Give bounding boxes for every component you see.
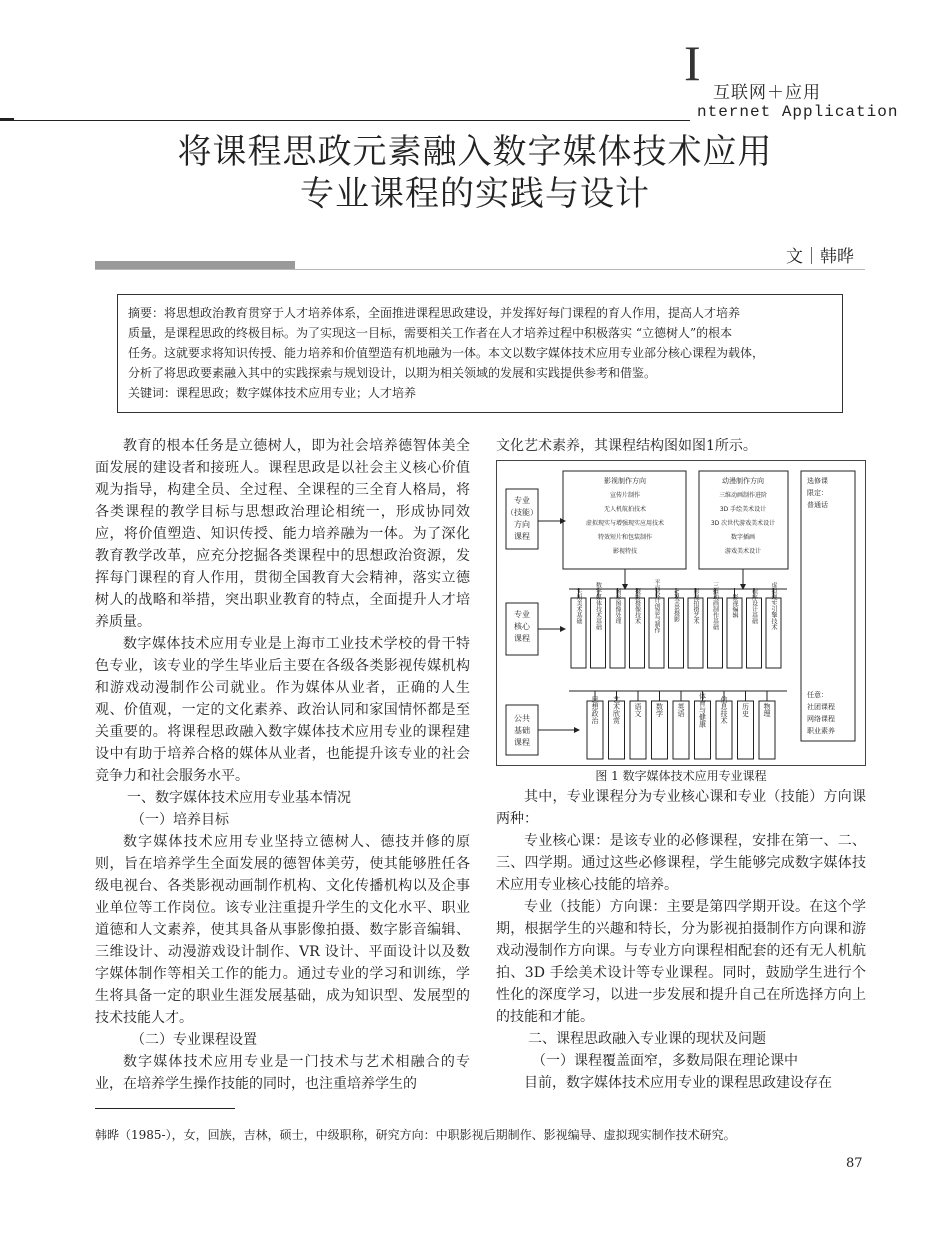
course-label: 体育与健康 [698, 692, 707, 728]
paragraph: （二）专业课程设置 [131, 1032, 257, 1048]
abstract-line: 质量，是课程思政的终极目标。为了实现这一目标，需要相关工作者在人才培养过程中积极落实 “立德树人”的根本 [128, 326, 733, 340]
author-footnote: 韩晔（1985-），女，回族，吉林，硕士，中级职称，研究方向：中职影视后期制作、影视编导、虚拟现实制作技术研究。 [95, 1128, 736, 1142]
direction-anim-line: 3D 次世代游戏美术设计 [710, 520, 776, 527]
course-label: 信息技术 [720, 696, 728, 724]
elective-box [801, 471, 855, 741]
figure-caption: 图 1 数字媒体技术应用专业课程 [595, 769, 767, 783]
abstract-box [117, 294, 843, 413]
course-label: 思想政治 [591, 696, 599, 724]
elective-line: 限定： [807, 489, 828, 497]
paragraph: 文化艺术素养，其课程结构图如图1所示。 [496, 438, 757, 454]
course-label: 图形图像处理 [614, 588, 621, 624]
direction-video-line: 无人机航拍技术 [603, 506, 647, 513]
header-rule [0, 120, 690, 121]
abstract-line: 分析了将思政要素融入其中的实践探索与规划设计，以期为相关领域的发展和实践提供参考和借鉴。 [128, 366, 657, 380]
header-rule-tick [0, 118, 14, 120]
right-column [496, 786, 866, 1094]
course-label: 平面设计创意与制作 [653, 579, 660, 633]
course-label: 实用美术基础 [575, 588, 582, 624]
course-label: 历史 [741, 703, 750, 717]
title-divider-line [95, 269, 865, 270]
row-label-text: 核心 [514, 622, 530, 631]
article-title-line1: 将课程思政元素融入数字媒体技术应用 [177, 132, 773, 172]
elective-line: 普通话 [807, 501, 828, 509]
course-label: VR全景摄影 [672, 589, 680, 623]
direction-anim-line: 动漫制作方向 [722, 477, 764, 485]
course-label: 物理 [763, 703, 771, 717]
course-label: 摄影摄像技术 [633, 588, 641, 624]
paragraph: 其中，专业课程分为专业核心课和专业（技能）方向课两种： [496, 789, 866, 827]
course-structure-diagram [497, 461, 865, 765]
elective-line: 选修课 [807, 477, 828, 485]
row-label-text: 基础 [514, 726, 530, 735]
course-label: 语文 [634, 703, 642, 717]
section-title-en: nternet Application [697, 103, 899, 121]
keywords: 关键词：课程思政；数字媒体技术应用专业；人才培养 [128, 386, 417, 400]
paragraph: 专业（技能）方向课：主要是第四学期开设。在这个学期，根据学生的兴趣和特长，分为影视拍摄制作方向课和游戏动漫制作方向课。与专业方向课程相配套的还有无人机航拍、3D 手绘美术设计等专业课程。同时，鼓励学生进行个性化的深度学习，以进一步发展和提升自己在所选择方向上的技能和才能。 [496, 899, 866, 1025]
direction-video-line: 虚拟现实与增强现实应用技术 [585, 520, 665, 527]
paragraph: 二、课程思政融入专业课的现状及问题 [528, 1031, 766, 1047]
paragraph: 数字媒体技术应用专业坚持立德树人、德技并修的原则，旨在培养学生全面发展的德智体美劳，使其能够胜任各级电视台、各类影视动画制作机构、文化传播机构以及企事业单位等工作岗位。该专业注重提升学生的文化水平、职业道德和人文素养，使其具备从事影像拍摄、数字影音编辑、三维设计、动漫游戏设计制作、VR 设计、平面设计以及数字媒体制作等相关工作的能力。通过专业的学习和训练，学生将具备一定的职业生涯发展基础，成为知识型、发展型的技术技能人才。 [95, 834, 470, 1026]
course-label: 三维动画制作基础 [711, 582, 719, 630]
direction-video-line: 影视特技 [612, 548, 638, 555]
direction-anim-line: 三维动画制作进阶 [718, 492, 768, 499]
paragraph: 一、数字媒体技术应用专业基本情况 [127, 790, 351, 806]
section-initial: I [684, 35, 701, 91]
row-label-text: 课程 [514, 738, 530, 747]
paragraph: 目前，数字媒体技术应用专业的课程思政建设存在 [524, 1075, 832, 1091]
course-label: 艺术欣赏 [612, 696, 621, 724]
course-label: 虚拟现实引擎技术 [770, 582, 777, 630]
elective-any-line: 网络课程 [807, 715, 835, 723]
paragraph: 专业核心课：是该专业的必修课程，安排在第一、二、三、四学期。通过这些必修课程，学生能够完成数字媒体技术应用专业核心技能的培养。 [496, 833, 866, 893]
direction-video-line: 宣传片制作 [609, 492, 641, 499]
page-number: 87 [846, 1156, 863, 1171]
section-title-cn: 互联网＋应用 [713, 83, 821, 103]
author-byline: 文｜韩晔 [786, 247, 854, 267]
direction-video-line: 影视制作方向 [604, 477, 646, 485]
row-label-text: 课程 [514, 532, 530, 541]
paragraph: 数字媒体技术应用专业是上海市工业技术学校的骨干特色专业，该专业的学生毕业后主要在各级各类影视传媒机构和游戏动漫制作公司就业。作为媒体从业者，正确的人生观、价值观，一定的文化素养、政治认同和家国情怀都是至关重要的。将课程思政融入数字媒体技术应用专业的课程建设中有助于培养合格的媒体从业者，也能提升该专业的社会竞争力和社会服务水平。 [95, 636, 470, 784]
course-label: 数学 [655, 703, 664, 717]
direction-anim-line: 3D 手绘美术设计 [719, 506, 767, 513]
elective-any-line: 社团课程 [807, 703, 835, 711]
direction-anim-line: 游戏美术设计 [724, 548, 762, 555]
left-column [95, 435, 470, 1095]
article-title-line2: 专业课程的实践与设计 [300, 174, 650, 214]
row-label-text: 方向 [514, 520, 530, 529]
direction-anim-line: 数字插画 [730, 534, 756, 541]
course-structure-figure [496, 460, 866, 766]
row-label-text: 课程 [514, 634, 530, 643]
row-label-text: 专业 [514, 610, 530, 619]
paragraph: （一）课程覆盖面窄，多数局限在理论课中 [532, 1053, 798, 1069]
right-column-intro [496, 435, 866, 457]
footnote-rule [95, 1108, 235, 1109]
course-label: 影视拍摄艺术 [692, 588, 699, 624]
paragraph: 教育的根本任务是立德树人，即为社会培养德智体美全面发展的建设者和接班人。课程思政是以社会主义核心价值观为指导，构建全员、全过程、全课程的三全育人格局，将各类课程的教学目标与思想政治理论相统一，形成协同效应，将价值塑造、知识传授、能力培养融为一体。为了深化教育教学改革，应充分挖掘各类课程中的思想政治资源，发挥每门课程的育人作用，贯彻全国教育大会精神，落实立德树人的战略和举措，突出职业教育的特点，全面提升人才培养质量。 [95, 438, 470, 630]
row-label-text: 专业 [514, 496, 530, 505]
direction-video-line: 特效短片和包装制作 [597, 534, 653, 541]
elective-any-line: 任意： [807, 691, 828, 699]
course-label: 程序设计基础 [750, 588, 758, 624]
paragraph: 数字媒体技术应用专业是一门技术与艺术相融合的专业，在培养学生操作技能的同时，也注重培养学生的 [95, 1054, 470, 1092]
row-label-text: 公共 [514, 714, 530, 723]
course-label: 数字媒体技术基础 [594, 582, 602, 630]
course-label: 英语 [677, 703, 685, 717]
elective-any-line: 职业素养 [807, 727, 835, 735]
course-label: 影视编辑 [731, 594, 738, 618]
row-label-text: （技能） [506, 508, 538, 517]
abstract-line: 摘要：将思想政治教育贯穿于人才培养体系，全面推进课程思政建设，并发挥好每门课程的育人作用，提高人才培养 [128, 306, 741, 320]
paragraph: （一）培养目标 [131, 812, 229, 828]
abstract-line: 任务。这就要求将知识传授、能力培养和价值塑造有机地融为一体。本文以数字媒体技术应用专业部分核心课程为载体， [128, 346, 765, 360]
